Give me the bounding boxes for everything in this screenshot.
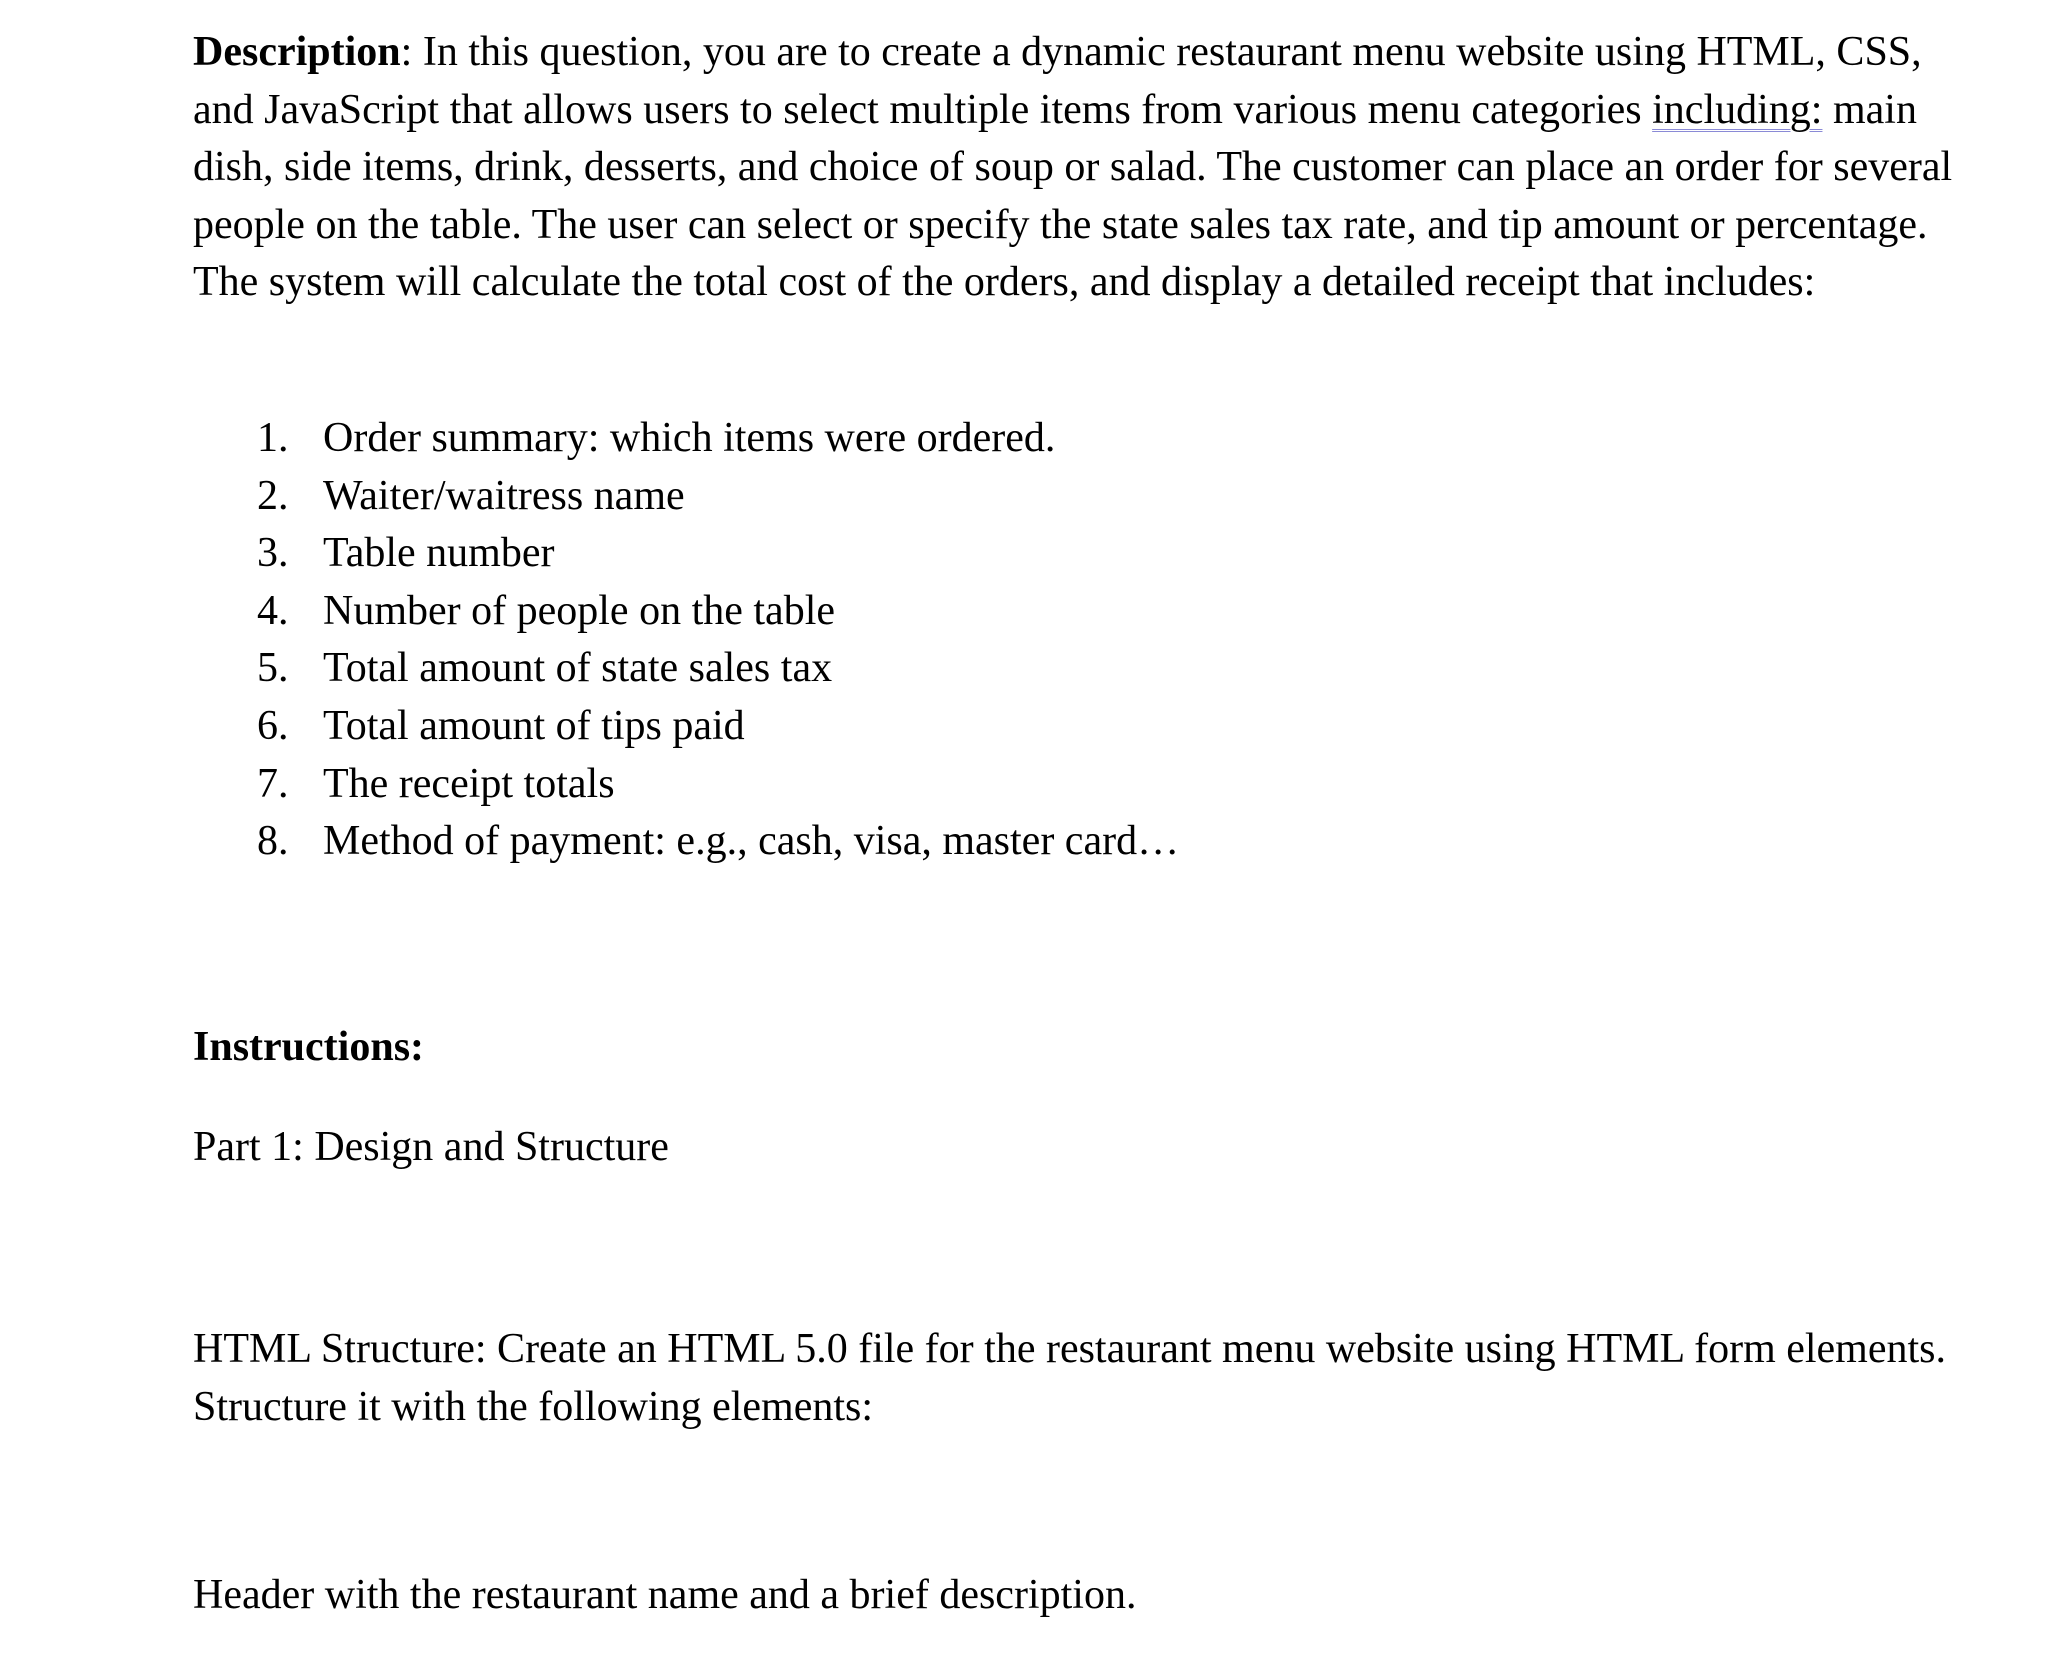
description-colon: :: [400, 29, 423, 75]
html-structure-paragraph: HTML Structure: Create an HTML 5.0 file for the restaurant menu website using HTML form elements. Structure it with the following elements:: [193, 1326, 1947, 1430]
list-item: [257, 640, 1179, 698]
list-item-number: 5.: [257, 645, 289, 692]
list-item-number: 7.: [257, 760, 289, 807]
description-paragraph: [193, 24, 1953, 312]
receipt-requirements-list: [257, 410, 1179, 871]
description-text-after: main dish, side items, drink, desserts, and choice of soup or salad. The customer can place an order for several people on the table. The user can select or specify the state sales tax rate, and tip amount or percentage. The system will calculate the total cost of the orders, and display a detailed receipt that includes:: [193, 86, 1953, 306]
header-requirement-line: Header with the restaurant name and a brief description.: [193, 1572, 1137, 1618]
description-text-before: In this question, you are to create a dynamic restaurant menu website using HTML, CSS, and JavaScript that allows users to select multiple items from various menu categories: [193, 29, 1922, 133]
list-item: [257, 468, 1179, 526]
list-item: [257, 410, 1179, 468]
list-item: [257, 813, 1179, 871]
list-item: [257, 756, 1179, 814]
list-item-text: Total amount of tips paid: [323, 702, 745, 749]
description-label: Description: [193, 29, 401, 75]
list-item-number: 8.: [257, 818, 289, 865]
list-item: [257, 525, 1179, 583]
part1-heading: Part 1: Design and Structure: [193, 1124, 669, 1170]
list-item: [257, 698, 1179, 756]
document-page: [193, 24, 1953, 1618]
list-item-number: 2.: [257, 472, 289, 519]
grammar-flag-including[interactable]: including:: [1652, 86, 1823, 133]
list-item-text: Table number: [323, 530, 555, 577]
list-item: [257, 583, 1179, 641]
list-item-text: The receipt totals: [323, 760, 615, 807]
list-item-text: Order summary: which items were ordered.: [323, 415, 1056, 461]
list-item-text: Method of payment: e.g., cash, visa, master card…: [323, 818, 1180, 865]
list-item-text: Waiter/waitress name: [323, 472, 685, 519]
list-item-text: Number of people on the table: [323, 587, 835, 634]
list-item-number: 6.: [257, 702, 289, 749]
instructions-heading: Instructions:: [193, 1024, 425, 1070]
list-item-number: 4.: [257, 587, 289, 634]
list-item-number: 1.: [257, 415, 289, 461]
list-item-text: Total amount of state sales tax: [323, 645, 833, 692]
list-item-number: 3.: [257, 530, 289, 577]
